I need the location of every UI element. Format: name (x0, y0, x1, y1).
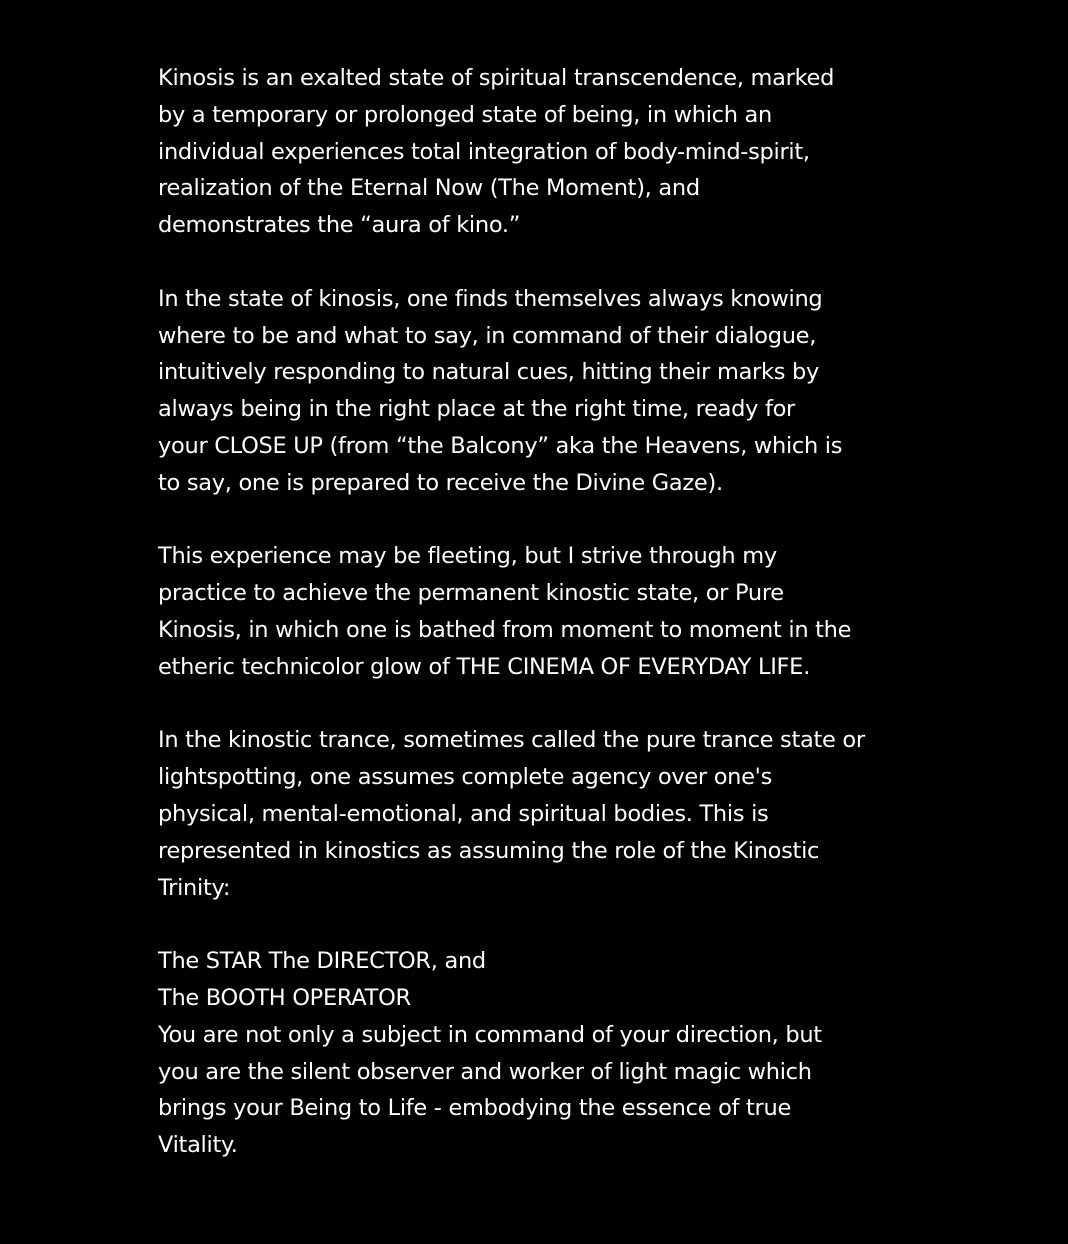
text-line: etheric technicolor glow of THE CINEMA OF EVERYDAY LIFE. (158, 653, 810, 680)
paragraph-kinostic-trance (158, 722, 898, 906)
text-line: Trinity: (158, 874, 231, 901)
text-line: by a temporary or prolonged state of being, in which an (158, 101, 773, 128)
text-line: lightspotting, one assumes complete agency over one's (158, 764, 772, 791)
paragraph-state-of-kinosis (158, 281, 898, 502)
paragraph-pure-kinosis (158, 538, 898, 685)
text-line: The BOOTH OPERATOR (158, 984, 411, 1011)
text-line: realization of the Eternal Now (The Moment), and (158, 175, 700, 202)
text-line: where to be and what to say, in command of their dialogue, (158, 322, 817, 349)
text-line: The STAR The DIRECTOR, and (158, 948, 486, 975)
text-line: you are the silent observer and worker of light magic which (158, 1058, 812, 1085)
document-body (158, 60, 898, 1164)
text-line: Kinosis, in which one is bathed from moment to moment in the (158, 616, 852, 643)
text-line: always being in the right place at the right time, ready for (158, 396, 796, 423)
paragraph-kinostic-trinity (158, 943, 898, 1164)
paragraph-kinosis-definition (158, 60, 898, 244)
text-line: Kinosis is an exalted state of spiritual transcendence, marked (158, 65, 835, 91)
text-line: In the kinostic trance, sometimes called the pure trance state or (158, 727, 865, 754)
text-line: individual experiences total integration of body-mind-spirit, (158, 138, 810, 165)
text-line: demonstrates the “aura of kino.” (158, 212, 521, 239)
text-line: intuitively responding to natural cues, hitting their marks by (158, 359, 820, 386)
text-line: In the state of kinosis, one finds themselves always knowing (158, 285, 823, 312)
text-line: to say, one is prepared to receive the Divine Gaze). (158, 469, 723, 496)
text-line: practice to achieve the permanent kinostic state, or Pure (158, 580, 784, 607)
text-line: Vitality. (158, 1132, 238, 1159)
text-line: physical, mental-emotional, and spiritual bodies. This is (158, 800, 769, 827)
text-line: represented in kinostics as assuming the role of the Kinostic (158, 837, 820, 864)
text-line: brings your Being to Life - embodying the essence of true (158, 1095, 791, 1122)
text-line: This experience may be fleeting, but I strive through my (158, 543, 777, 570)
text-line: your CLOSE UP (from “the Balcony” aka the Heavens, which is (158, 432, 843, 459)
text-line: You are not only a subject in command of your direction, but (158, 1021, 822, 1048)
